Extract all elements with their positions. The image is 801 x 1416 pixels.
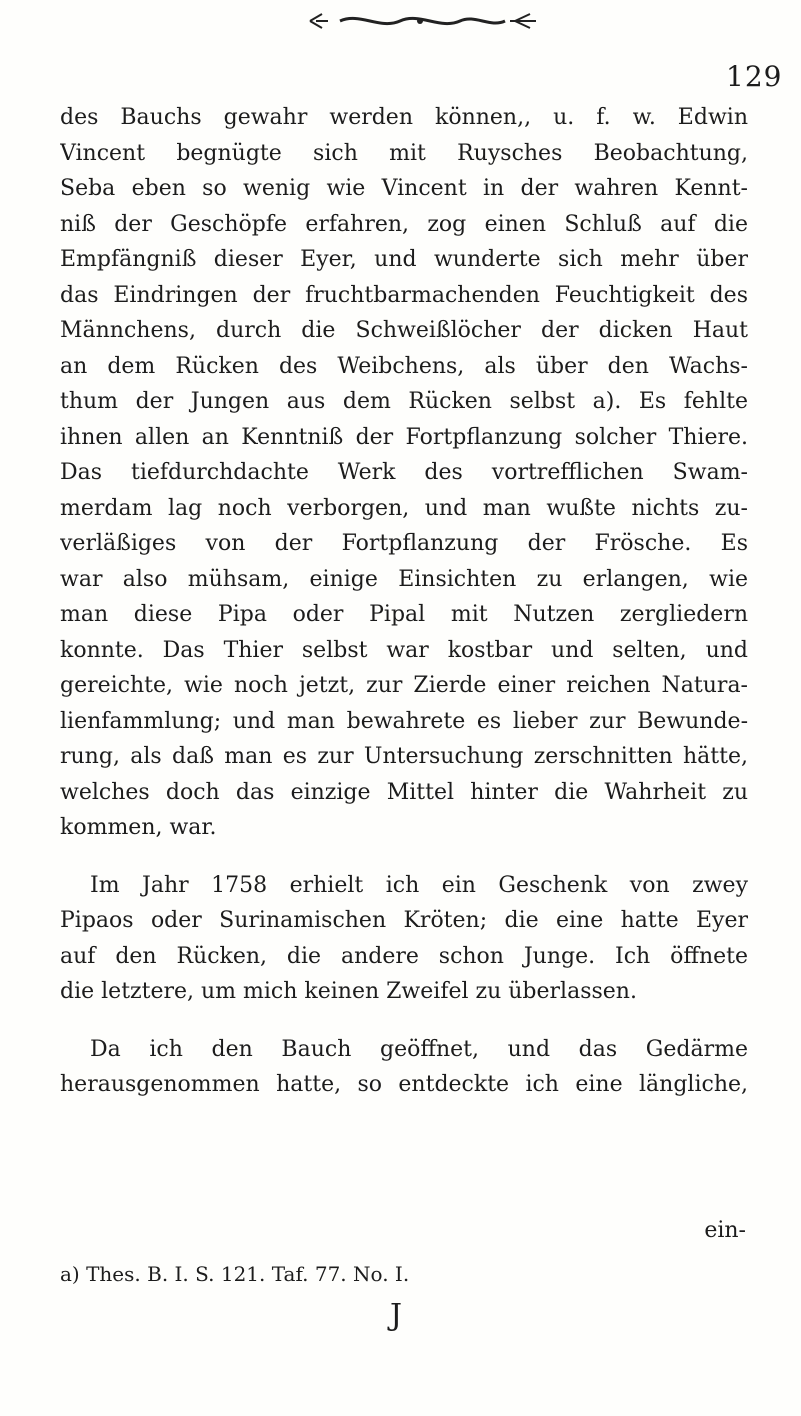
text-line: die letztere, um mich keinen Zweifel zu überlassen. [60, 979, 637, 1004]
text-line: konnte. Das Thier selbst war kostbar und selten, und [60, 637, 748, 663]
signature-mark: J [390, 1298, 403, 1333]
text-line: rung, als daß man es zur Untersuchung zerschnitten hätte, [60, 744, 748, 769]
text-line: welches doch das einzige Mittel hinter die Wahrheit zu [60, 779, 748, 805]
paragraph [60, 1032, 748, 1103]
text-line: an dem Rücken des Weibchens, als über den Wachs- [60, 353, 748, 379]
page-number: 129 [726, 60, 783, 93]
text-line: ihnen allen an Kenntniß der Fortpflanzung solcher Thiere. [60, 424, 748, 450]
text-line: Das tiefdurchdachte Werk des vortrefflichen Swam- [60, 460, 748, 485]
text-line: Da ich den Bauch geöffnet, und das Gedärme [90, 1036, 748, 1062]
text-line: Männchens, durch die Schweißlöcher der dicken Haut [60, 318, 748, 343]
text-line: verläßiges von der Fortpflanzung der Frösche. Es [60, 531, 748, 556]
text-line: thum der Jungen aus dem Rücken selbst a). Es fehlte [60, 389, 748, 414]
body-text [60, 100, 748, 1103]
text-line: das Eindringen der fruchtbarmachenden Feuchtigkeit des [60, 282, 748, 308]
text-line: merdam lag noch verborgen, und man wußte nichts zu- [60, 495, 748, 521]
text-line: herausgenommen hatte, so entdeckte ich eine längliche, [60, 1072, 748, 1097]
text-line: Empfängniß dieser Eyer, und wunderte sich mehr über [60, 247, 748, 272]
text-line: gereichte, wie noch jetzt, zur Zierde einer reichen Natura- [60, 673, 748, 698]
paragraph [60, 868, 748, 1010]
text-line: niß der Geschöpfe erfahren, zog einen Schluß auf die [60, 211, 748, 237]
text-line: des Bauchs gewahr werden können,, u. f. w. Edwin [60, 105, 748, 130]
text-line: war also mühsam, einige Einsichten zu erlangen, wie [60, 566, 748, 592]
text-line: auf den Rücken, die andere schon Junge. Ich öffnete [60, 943, 748, 969]
text-line: Im Jahr 1758 erhielt ich ein Geschenk von zwey [90, 872, 748, 898]
text-line: Vincent begnügte sich mit Ruysches Beobachtung, [60, 140, 748, 166]
text-line: kommen, war. [60, 815, 217, 840]
text-line: lienfammlung; und man bewahrete es lieber zur Bewunde- [60, 708, 748, 734]
text-line: man diese Pipa oder Pipal mit Nutzen zergliedern [60, 602, 748, 627]
footnote: a) Thes. B. I. S. 121. Taf. 77. No. I. [60, 1262, 410, 1286]
text-line: Seba eben so wenig wie Vincent in der wahren Kennt- [60, 176, 748, 201]
paragraph [60, 100, 748, 846]
text-line: Pipaos oder Surinamischen Kröten; die eine hatte Eyer [60, 908, 748, 933]
catchword: ein- [704, 1218, 746, 1243]
decorative-ornament [300, 10, 540, 32]
